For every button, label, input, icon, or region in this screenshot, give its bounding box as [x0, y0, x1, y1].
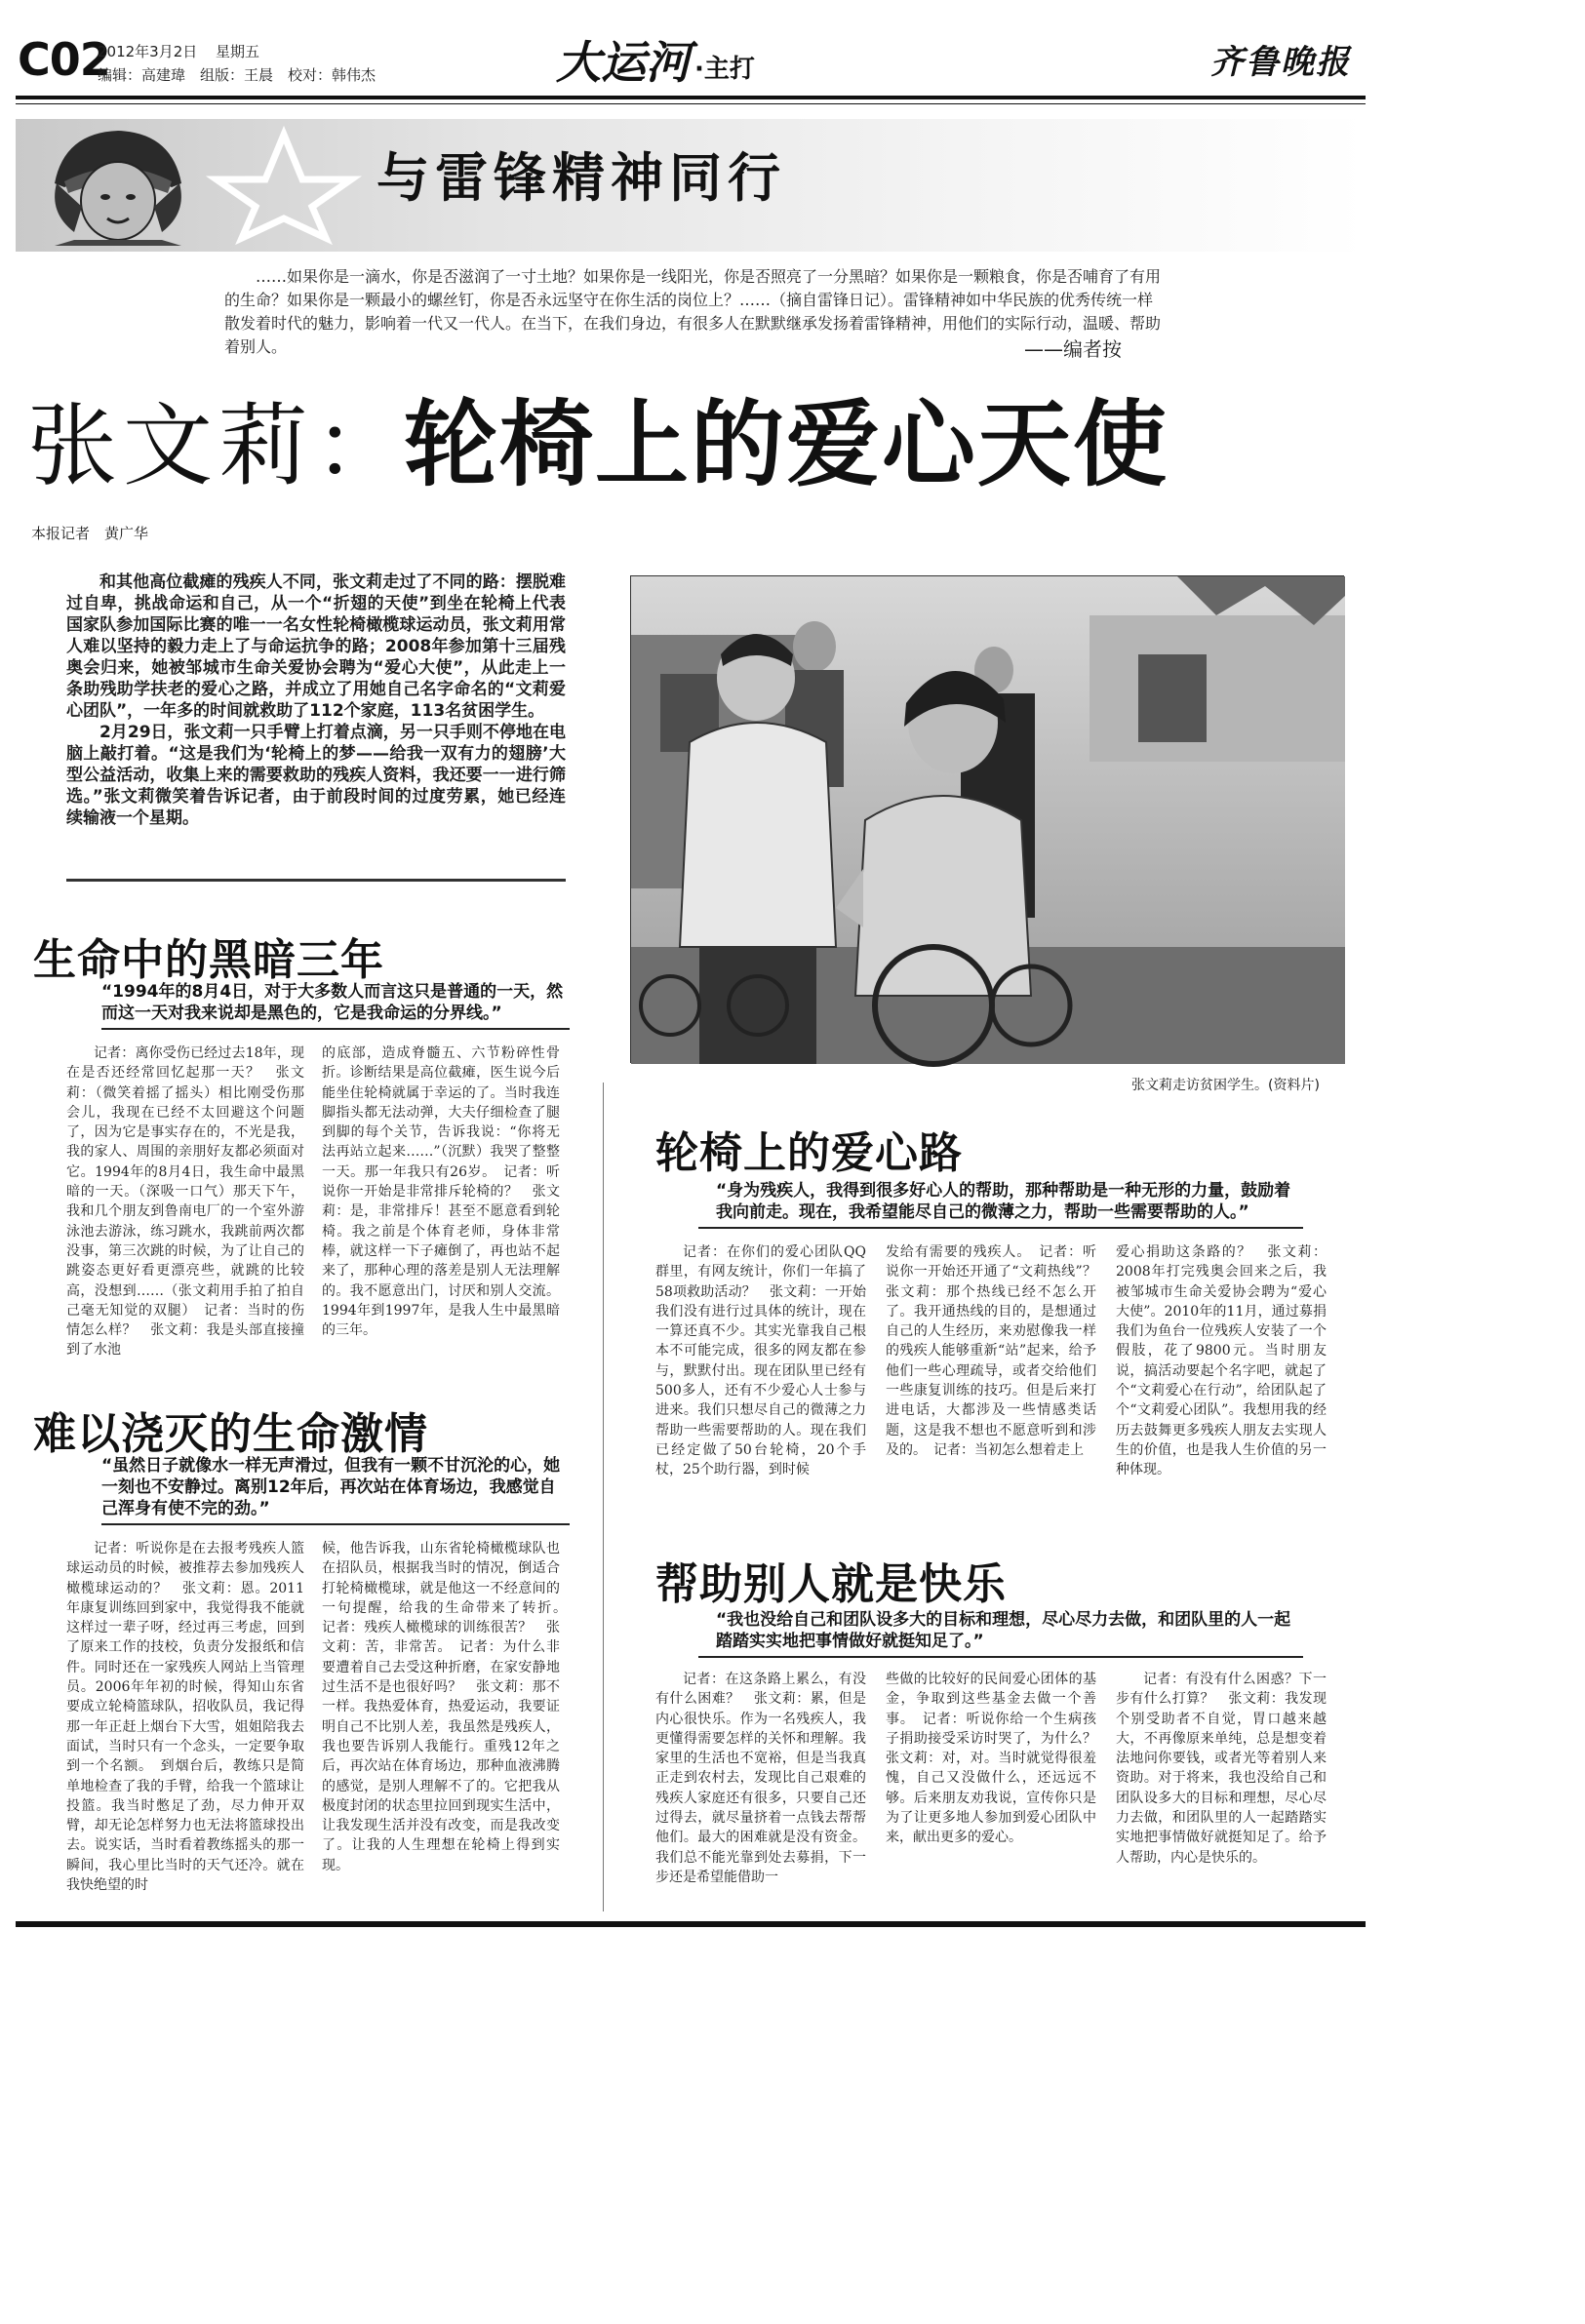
section-heading-happiness: 帮助别人就是快乐 [655, 1559, 1007, 1609]
lei-feng-portrait-illustration [35, 125, 201, 246]
article-column [886, 1670, 1110, 1913]
section-brand-sub: ·主打 [694, 54, 755, 84]
pull-quote-rule [698, 1227, 1303, 1229]
column-divider [603, 1083, 604, 1911]
headline-title: 轮椅上的爱心天使 [404, 390, 1169, 499]
article-column [655, 1242, 866, 1555]
issue-weekday: 星期五 [216, 43, 260, 60]
pull-quote-passion: “虽然日子就像水一样无声滑过，但我有一颗不甘沉沦的心，她一刻也不安静过。离别12年后，再次站在体育场边，我感觉自己浑身有使不完的劲。” [101, 1456, 561, 1518]
column-text: 的底部，造成脊髓五、六节粉碎性骨折。诊断结果是高位截瘫，医生说今后能坐住轮椅就属于幸运的了。当时我连脚指头都无法动弹，大夫仔细检查了腿到脚的每个关节，告诉我说：“你将无法再站立起来……”（沉默）我哭了整整一天。那一年我只有26岁。 记者：听说你一开始是非常排斥轮椅的？ 张文莉：是，非常排斥！甚至不愿意看到轮椅。我之前是个体育老师，身体非常棒，就这样一下子瘫倒了，再也站不起来了，那种心理的落差是别人无法理解的。我不愿意出门，讨厌和别人交流。1994年到1997年，是我人生中最黑暗的三年。 [322, 1045, 560, 1339]
paper-name: 齐鲁晚报 [1210, 43, 1351, 82]
lead-paragraph-1: 和其他高位截瘫的残疾人不同，张文莉走过了不同的路：摆脱难过自卑，挑战命运和自己，从一个“折翅的天使”到坐在轮椅上代表国家队参加国际比赛的唯一一名女性轮椅橄榄球运动员，张文莉用常人难以坚持的毅力走上了与命运抗争的路；2008年参加第十三届残奥会归来，她被邹城市生命关爱协会聘为“爱心大使”，从此走上一条助残助学扶老的爱心之路，并成立了用她自己名字命名的“文莉爱心团队”，一年多的时间就救助了112个家庭，113名贫困学生。 [66, 572, 566, 721]
pull-quote-rule [698, 1656, 1303, 1658]
pull-quote-love-road: “身为残疾人，我得到很多好心人的帮助，那种帮助是一种无形的力量，鼓励着我向前走。现在，我希望能尽自己的微薄之力，帮助一些需要帮助的人。” [716, 1181, 1291, 1222]
masthead-rule [16, 96, 1366, 99]
banner-title: 与雷锋精神同行 [376, 146, 786, 209]
news-photo [630, 575, 1344, 1063]
article-column [1116, 1670, 1327, 1913]
page-footer-rule [16, 1921, 1366, 1927]
article-column [66, 1539, 304, 1913]
section-heading-dark-years: 生命中的黑暗三年 [33, 935, 384, 985]
column-text: 记者：在你们的爱心团队QQ群里，有网友统计，你们一年搞了58项救助活动？ 张文莉：一开始我们没有进行过具体的统计，现在一算还真不少。其实光靠我自己根本不可能完成，很多的网友都在参与，默默付出。现在团队里已经有500多人，还有不少爱心人士参与进来。我们只想尽自己的微薄之力帮助一些需要帮助的人。现在我们已经定做了50台轮椅，20个手杖，25个助行器，到时候 [655, 1244, 866, 1478]
issue-date-line [98, 41, 259, 61]
editor-credits: 编辑：高建瑋 组版：王晨 校对：韩伟杰 [98, 66, 376, 84]
column-text: 些做的比较好的民间爱心团体的基金，争取到这些基金去做一个善事。 记者：听说你给一个生病孩子捐助接受采访时哭了，为什么？ 张文莉：对，对。当时就觉得很羞愧，自己又没做什么，还远远不够。后来朋友劝我说，宣传你只是为了让更多地人参加到爱心团队中来，献出更多的爱心。 [886, 1672, 1110, 1846]
lead-rule [66, 879, 566, 882]
column-text: 发给有需要的残疾人。 记者：听说你一开始还开通了“文莉热线”？ 张文莉：那个热线已经不怎么开了。我开通热线的目的，是想通过自己的人生经历，来劝慰像我一样的残疾人能够重新“站”起来，给予他们一些心理疏导，或者交给他们一些康复训练的技巧。但是后来打进电话，大都涉及一些情感类话题，这是我不想也不愿意听到和涉及的。 记者：当初怎么想着走上 [886, 1244, 1110, 1458]
editor-note-sign: ——编者按 [1024, 337, 1122, 361]
article-column [322, 1044, 560, 1387]
column-text: 爱心捐助这条路的？ 张文莉：2008年打完残奥会回来之后，我被邹城市生命关爱协会聘为“爱心大使”。2010年的11月，通过募捐我们为鱼台一位残疾人安装了一个假肢，花了9800元。当时朋友说，搞活动要起个名字吧，就起了个“文莉爱心在行动”，给团队起了个“文莉爱心团队”。我想用我的经历去鼓舞更多残疾人朋友去实现人生的价值，也是我人生价值的另一种体现。 [1116, 1244, 1327, 1478]
column-text: 记者：在这条路上累么，有没有什么困难？ 张文莉：累，但是内心很快乐。作为一名残疾人，我更懂得需要怎样的关怀和理解。我家里的生活也不宽裕，但是当我真正走到农村去，发现比自己艰难的残疾人家庭还有很多，只要自己还过得去，就尽量挤着一点钱去帮帮他们。最大的困难就是没有资金。我们总不能光靠到处去募捐，下一步还是希望能借助一 [655, 1672, 866, 1885]
pull-quote-rule [101, 1523, 570, 1525]
lead-paragraphs [66, 571, 566, 829]
topic-banner [16, 119, 1366, 252]
masthead-rule-thin [16, 103, 1366, 104]
lead-paragraph-2: 2月29日，张文莉一只手臂上打着点滴，另一只手则不停地在电脑上敲打着。“这是我们为‘轮椅上的梦——给我一双有力的翅膀’大型公益活动，收集上来的需要救助的残疾人资料，我还要一一进行筛选。”张文莉微笑着告诉记者，由于前段时间的过度劳累，她已经连续输液一个星期。 [66, 723, 566, 828]
pull-quote-happiness: “我也没给自己和团队设多大的目标和理想，尽心尽力去做，和团队里的人一起踏踏实实地把事情做好就挺知足了。” [716, 1610, 1291, 1651]
column-text: 候，他告诉我，山东省轮椅橄榄球队也在招队员，根据我当时的情况，倒适合打轮椅橄榄球，就是他这一不经意间的一句提醒，给我的生命带来了转折。 记者：残疾人橄榄球的训练很苦？ 张文莉：苦，非常苦。 记者：为什么非要遭着自己去受这种折磨，在家安静地过生活不是也很好吗？ 张文莉：那不一样。我热爱体育，热爱运动，我要证明自己不比别人差，我虽然是残疾人，我也要告诉别人我能行。重残12年之后，再次站在体育场边，那种血液沸腾的感觉，是别人理解不了的。它把我从极度封闭的状态里拉回到现实生活中，让我发现生活并没有改变，而是我改变了。让我的人生理想在轮椅上得到实现。 [322, 1541, 574, 1873]
editor-note: ……如果你是一滴水，你是否滋润了一寸土地？如果你是一线阳光，你是否照亮了一分黑暗？如果你是一颗粮食，你是否哺育了有用的生命？如果你是一颗最小的螺丝钉，你是否永远坚守在你生活的岗位上？……（摘自雷锋日记）。雷锋精神如中华民族的优秀传统一样散发着时代的魅力，影响着一代又一代人。在当下，在我们身边，有很多人在默默继承发扬着雷锋精神，用他们的实际行动，温暖、帮助着别人。 [224, 267, 1162, 356]
section-brand-name: 大运河 [556, 36, 691, 89]
issue-date: 2012年3月2日 [98, 43, 198, 60]
star-decoration [201, 129, 367, 242]
column-text: 记者：有没有什么困惑？下一步有什么打算？ 张文莉：我发现个别受助者不自觉，胃口越来越大，不再像原来单纯，总是想变着法地问你要钱，或者光等着别人来资助。对于将来，我也没给自己和团队设多大的目标和理想，尽心尽力去做，和团队里的人一起踏踏实实地把事情做好就挺知足了。给予人帮助，内心是快乐的。 [1116, 1672, 1327, 1866]
main-headline [27, 390, 1169, 499]
pull-quote-rule [101, 1028, 570, 1030]
headline-name: 张文莉 [27, 394, 315, 498]
section-brand [556, 27, 755, 92]
article-column [1116, 1242, 1327, 1555]
section-heading-passion: 难以浇灭的生命激情 [33, 1409, 428, 1459]
column-text: 记者：离你受伤已经过去18年，现在是否还经常回忆起那一天？ 张文莉：（微笑着摇了摇头）相比刚受伤那会儿，我现在已经不太回避这个问题了，因为它是事实存在的，不光是我，我的家人、周围的亲朋好友都必须面对它。1994年的8月4日，我生命中最黑暗的一天。（深吸一口气）那天下午，我和几个朋友到鲁南电厂的一个室外游泳池去游泳，练习跳水，我跳前两次都没事，第三次跳的时候，为了让自己的跳姿态更好看更漂亮些，就跳的比较高，没想到……（张文莉用手拍了拍自己毫无知觉的双腿） 记者：当时的伤情怎么样？ 张文莉：我是头部直接撞到了水池 [66, 1045, 304, 1359]
pull-quote-dark-years: “1994年的8月4日，对于大多数人而言这只是普通的一天，然而这一天对我来说却是黑色的，它是我命运的分界线。” [101, 982, 564, 1023]
section-heading-love-road: 轮椅上的爱心路 [655, 1128, 963, 1178]
byline: 本报记者 黄广华 [31, 525, 149, 542]
article-column [655, 1670, 866, 1913]
headline-colon: ： [314, 394, 405, 498]
article-column [886, 1242, 1110, 1555]
article-column [66, 1044, 304, 1387]
column-text: 记者：听说你是在去报考残疾人篮球运动员的时候，被推荐去参加残疾人橄榄球运动的？ 张文莉：恩。2011年康复训练回到家中，我觉得我不能就这样过一辈子呀，经过再三考虑，回到了原来工作的技校，负责分发报纸和信件。同时还在一家残疾人网站上当管理员。2006年年初的时候，得知山东省要成立轮椅篮球队，招收队员，我记得那一年正赶上烟台下大雪，姐姐陪我去面试，当时只有一个念头，一定要争取到一个名额。 到烟台后，教练只是简单地检查了我的手臂，给我一个篮球让投篮。我当时憋足了劲，尽力伸开双臂，却无论怎样努力也无法将篮球投出去。说实话，当时看着教练摇头的那一瞬间，我心里比当时的天气还冷。就在我快绝望的时 [66, 1541, 304, 1894]
photo-illustration [631, 576, 1345, 1064]
article-column [322, 1539, 574, 1913]
photo-caption: 张文莉走访贫困学生。(资料片) [1131, 1078, 1320, 1093]
page-code: C02 [18, 33, 110, 86]
